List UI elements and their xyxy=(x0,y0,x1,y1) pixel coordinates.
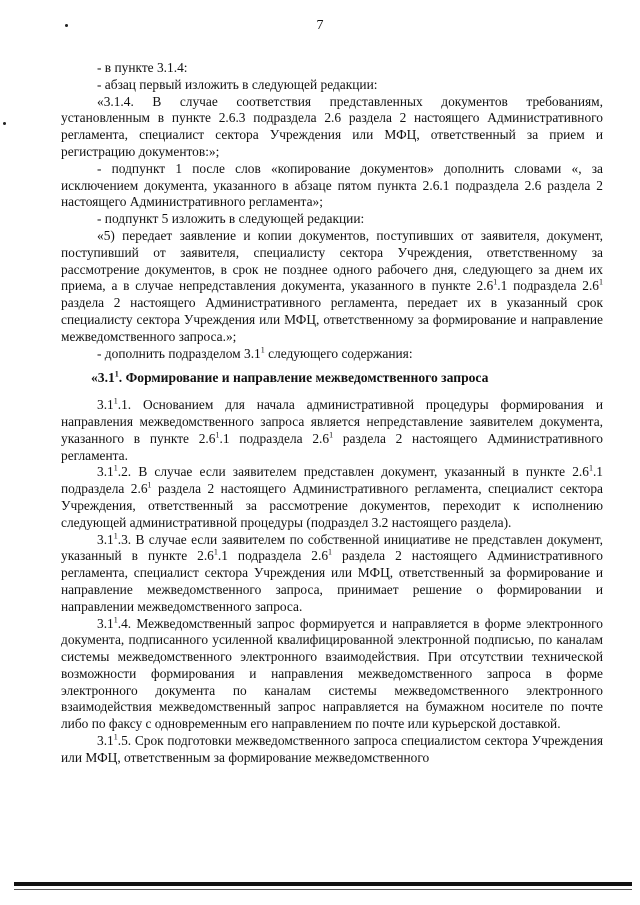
superscript: 1 xyxy=(599,277,603,287)
superscript: 1 xyxy=(588,463,593,473)
scan-bottom-edge xyxy=(14,882,632,886)
paragraph: $3.1^1.3$. В случае если заявителем по собственной инициативе не представлен документ, указанный в пункте $2.6^1.1$ подраздела $2.6^1$ раздела 2 настоящего Административного регламента, специалист сектора Учреждения или МФЦ, ответственный за формирование и направление межведомственного запроса, принимает решение о формировании и направлении межведомственного запроса. xyxy=(61,531,603,614)
scan-bottom-edge-line xyxy=(14,889,632,890)
superscript: 1 xyxy=(328,547,333,557)
superscript: 1 xyxy=(329,430,334,440)
paragraph: «5) передает заявление и копии документов, поступивших от заявителя, документ, поступивший от заявителя, специалисту сектора Учреждения, ответственному за рассмотрение документов, в срок не позднее одного рабочего дня, следующего за днем их приема, а в случае непредставления документа, указанного в пункте $2.6^1.1$ подраздела $2.6^1$ раздела 2 настоящего Административного регламента, передает их в указанный срок специалисту сектора Учреждения или МФЦ, ответственному за формирование и направление межведомственного запроса.»; xyxy=(61,227,603,344)
superscript: 1 xyxy=(113,615,118,625)
page-number: 7 xyxy=(316,18,324,33)
paragraph: $3.1^1.4$. Межведомственный запрос формируется и направляется в форме электронного документа, подписанного усиленной квалифицированной электронной подписью, по каналам системы межведомственного электронного взаимодействия. При отсутствии технической возможности формирования и направления межведомственного запроса в форме электронного документа по каналам системы межведомственного электронного взаимодействия межведомственный запрос направляется на бумажном носителе по почте либо по факсу с одновременным его направлением по почте или курьерской доставкой. xyxy=(61,615,603,732)
superscript: 1 xyxy=(113,463,118,473)
paragraph: - подпункт 5 изложить в следующей редакции: xyxy=(97,211,365,227)
superscript: 1 xyxy=(113,531,118,541)
superscript: 1 xyxy=(213,547,218,557)
superscript: 1 xyxy=(113,732,118,742)
paragraph: - в пункте 3.1.4: xyxy=(97,60,188,75)
superscript: 1 xyxy=(493,277,498,287)
scan-speck xyxy=(3,122,6,125)
paragraph: $3.1^1.5$. Срок подготовки межведомственного запроса специалистом сектора Учреждения или МФЦ, ответственным за формирование межведомственного xyxy=(61,732,603,765)
paragraph: - абзац первый изложить в следующей редакции: xyxy=(97,76,378,92)
document-body xyxy=(61,60,603,767)
section-heading: «$3.1^1$. Формирование и направление межведомственного запроса xyxy=(91,369,489,386)
superscript: 1 xyxy=(147,480,152,490)
superscript: 1 xyxy=(260,345,265,355)
paragraph: $3.1^1.2$. В случае если заявителем представлен документ, указанный в пункте $2.6^1.1$ подраздела $2.6^1$ раздела 2 настоящего Административного регламента, специалист сектора Учреждения, ответственный за рассмотрение документов, переходит к исполнению следующей административной процедуры (подраздел 3.2 настоящего раздела). xyxy=(61,463,603,530)
paragraph: - подпункт 1 после слов «копирование документов» дополнить словами «, за исключением документа, указанного в абзаце пятом пункта 2.6.1 подраздела 2.6 раздела 2 настоящего Административного регламента»; xyxy=(61,160,603,210)
superscript: 1 xyxy=(215,430,220,440)
superscript: 1 xyxy=(113,396,118,406)
paragraph: $3.1^1.1$. Основанием для начала административной процедуры формирования и направления межведомственного запроса является непредставление заявителем документа, указанного в пункте $2.6^1.1$ подраздела $2.6^1$ раздела 2 настоящего Административного регламента. xyxy=(61,396,603,463)
paragraph: «3.1.4. В случае соответствия представленных документов требованиям, установленным в пункте 2.6.3 подраздела 2.6 раздела 2 настоящего Административного регламента, специалист сектора Учреждения или МФЦ, ответственный за прием и регистрацию документов:»; xyxy=(61,93,603,159)
superscript: 1 xyxy=(114,369,119,379)
paragraph: - дополнить подразделом $3.1^1$ следующего содержания: xyxy=(97,345,413,361)
